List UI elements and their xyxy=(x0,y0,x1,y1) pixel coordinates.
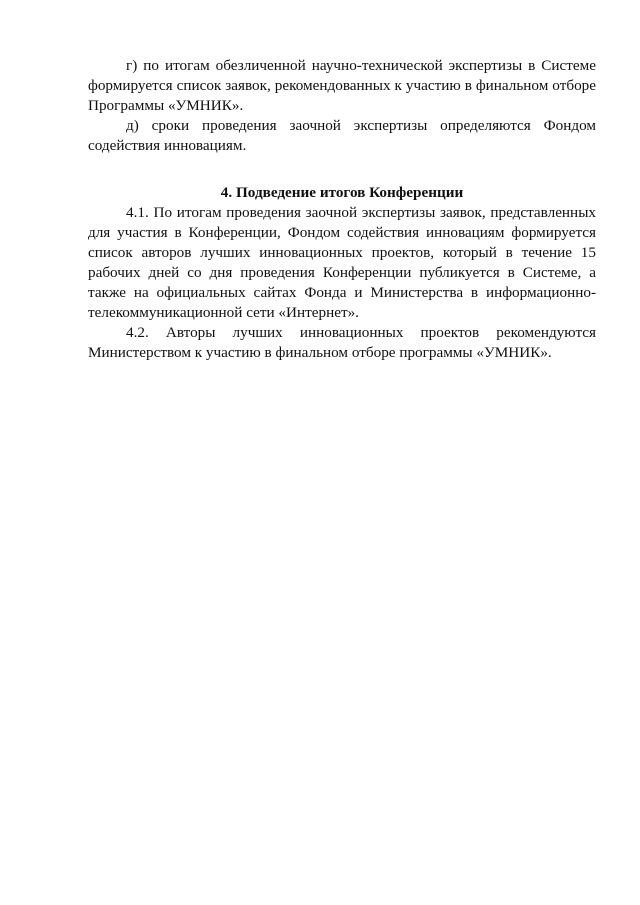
document-page xyxy=(88,56,596,363)
paragraph-item-d: д) сроки проведения заочной экспертизы определяются Фондом содействия инновациям. xyxy=(88,117,596,154)
section-heading: 4. Подведение итогов Конференции xyxy=(220,184,464,201)
paragraph-item-g: г) по итогам обезличенной научно-технической экспертизы в Системе формируется список заявок, рекомендованных к участию в финальном отборе Программы «УМНИК». xyxy=(88,57,596,114)
paragraph-4-1: 4.1. По итогам проведения заочной экспертизы заявок, представленных для участия в Конференции, Фондом содействия инновациям формируется список авторов лучших инновационных проектов, который в течение 15 рабочих дней со дня проведения Конференции публикуется в Системе, а также на официальных сайтах Фонда и Министерства в информационно-телекоммуникационной сети «Интернет». xyxy=(88,204,596,321)
paragraph-4-2: 4.2. Авторы лучших инновационных проектов рекомендуются Министерством к участию в финальном отборе программы «УМНИК». xyxy=(88,324,596,361)
